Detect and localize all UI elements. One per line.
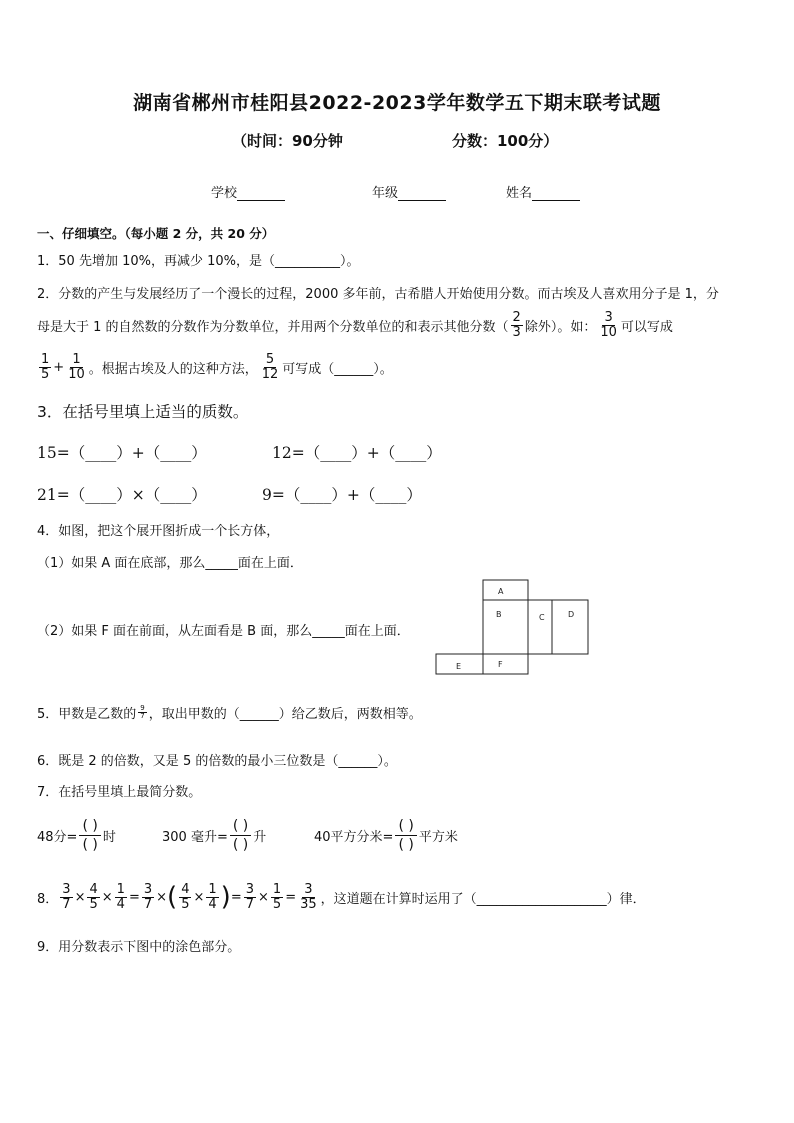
- blank-fraction[interactable]: [230, 817, 251, 854]
- q5-text-a: 5．甲数是乙数的: [37, 707, 137, 722]
- fraction-numerator: 9: [140, 703, 145, 712]
- face-a-rect: [483, 580, 528, 600]
- question-5: [37, 703, 422, 722]
- question-3-heading: 3．在括号里填上适当的质数。: [37, 403, 249, 421]
- question-4-heading: 4．如图，把这个展开图折成一个长方体，: [37, 524, 280, 539]
- times-sign: ×: [193, 889, 205, 905]
- page-title: 湖南省郴州市桂阳县2022-2023学年数学五下期末联考试题: [133, 92, 661, 114]
- face-c-rect: [528, 600, 552, 654]
- fraction-numerator: 1: [72, 351, 81, 367]
- face-d-rect: [552, 600, 588, 654]
- fraction: [60, 883, 72, 911]
- face-label: D: [568, 610, 575, 619]
- question-4-part-2: （2）如果 F 面在前面，从左面看是 B 面，那么_____面在上面．: [37, 624, 410, 639]
- fraction-numerator: 4: [89, 881, 98, 897]
- fraction-denominator: 7: [62, 896, 71, 912]
- fraction-denominator: 4: [116, 896, 125, 912]
- fraction-denominator: 35: [300, 896, 317, 912]
- q7-unit: 时: [102, 829, 116, 845]
- fraction-1-10: [66, 353, 87, 381]
- fraction-numerator: 3: [245, 881, 254, 897]
- left-paren: (: [167, 882, 178, 912]
- exam-score: 分数：100分）: [452, 132, 559, 150]
- times-sign: ×: [156, 889, 168, 905]
- q2-text-d: 。根据古埃及人的这种方法，: [88, 361, 258, 377]
- question-8: [37, 874, 646, 920]
- school-field[interactable]: [211, 182, 285, 201]
- fraction-denominator: 5: [89, 896, 98, 912]
- q5-text-b: ，取出甲数的（______）给乙数后，两数相等。: [148, 707, 422, 722]
- fraction-denominator: 10: [68, 366, 85, 382]
- face-label: B: [496, 610, 502, 619]
- q2-text-a: 母是大于 1 的自然数的分数作为分数单位，并用两个分数单位的和表示其他分数（: [37, 319, 509, 335]
- question-3-item[interactable]: 12=（____）+（____）: [272, 444, 442, 462]
- question-3-item[interactable]: 9=（____）+（____）: [262, 486, 422, 504]
- blank-denominator[interactable]: ( ): [232, 836, 249, 853]
- fraction-5-12: [260, 353, 281, 381]
- fraction: [142, 883, 154, 911]
- fraction-numerator: 4: [181, 881, 190, 897]
- q2-text-e: 可写成（______）。: [282, 361, 393, 377]
- question-1: 1．50 先增加 10%，再减少 10%，是（__________）。: [37, 254, 360, 269]
- equals-sign: =: [128, 889, 140, 905]
- blank-denominator[interactable]: ( ): [82, 836, 98, 853]
- cuboid-net-diagram: [430, 578, 595, 678]
- face-label: A: [498, 587, 504, 596]
- fraction-denominator: 3: [512, 324, 521, 340]
- question-2-line-1: 2．分数的产生与发展经历了一个漫长的过程，2000 多年前，古希腊人开始使用分数。而古埃及人喜欢用分子是 1，分: [37, 287, 719, 302]
- fraction-numerator: 1: [116, 881, 125, 897]
- fraction-denominator: 7: [140, 712, 145, 720]
- q8-tail: ，这道题在计算时运用了（____________________）律．: [320, 891, 646, 907]
- grade-field[interactable]: [372, 182, 446, 201]
- q2-text-c: 可以写成: [620, 319, 673, 335]
- times-sign: ×: [258, 889, 269, 905]
- q7-lhs: 48分=: [37, 829, 78, 845]
- fraction-denominator: 5: [41, 366, 50, 382]
- question-3-item[interactable]: 15=（____）+（____）: [37, 444, 207, 462]
- blank-numerator[interactable]: ( ): [230, 817, 251, 836]
- fraction-numerator: 3: [143, 881, 153, 897]
- times-sign: ×: [74, 889, 86, 905]
- fraction-denominator: 10: [600, 324, 617, 340]
- fraction: [244, 883, 256, 911]
- fraction-numerator: 3: [304, 881, 313, 897]
- question-7-item[interactable]: [37, 812, 116, 858]
- fraction-numerator: 3: [62, 881, 71, 897]
- fraction: [115, 883, 127, 911]
- right-paren: ): [220, 882, 231, 912]
- equals-sign: =: [285, 889, 297, 905]
- grade-label: 年级: [372, 186, 399, 201]
- fraction: [298, 883, 319, 911]
- fraction: [87, 883, 99, 911]
- fraction-denominator: 5: [272, 896, 282, 912]
- fraction-denominator: 5: [181, 896, 190, 912]
- fraction-numerator: 2: [512, 309, 521, 325]
- fraction-numerator: 1: [208, 881, 217, 897]
- face-f-rect: [483, 654, 528, 674]
- school-label: 学校: [211, 186, 238, 201]
- fraction-denominator: 7: [143, 896, 153, 912]
- face-label: F: [498, 660, 503, 669]
- fraction-1-5: [39, 353, 51, 381]
- question-9: 9．用分数表示下图中的涂色部分。: [37, 940, 241, 955]
- question-7-item[interactable]: [314, 812, 458, 858]
- blank-fraction[interactable]: [395, 817, 416, 854]
- question-7-item[interactable]: [162, 812, 266, 858]
- question-4-part-1: （1）如果 A 面在底部，那么_____面在上面．: [37, 556, 303, 571]
- blank-denominator[interactable]: ( ): [398, 836, 414, 853]
- question-3-item[interactable]: 21=（____）×（____）: [37, 486, 207, 504]
- question-2-line-2: [37, 306, 673, 344]
- blank-numerator[interactable]: ( ): [395, 817, 416, 836]
- times-sign: ×: [101, 889, 113, 905]
- question-6: 6．既是 2 的倍数，又是 5 的倍数的最小三位数是（______）。: [37, 754, 397, 769]
- face-b-rect: [483, 600, 528, 654]
- q7-lhs: 40平方分米=: [314, 829, 394, 845]
- face-label: C: [539, 613, 545, 622]
- plus-sign: +: [53, 359, 65, 375]
- face-label: E: [456, 662, 462, 671]
- q7-unit: 平方米: [418, 829, 458, 845]
- question-7-heading: 7．在括号里填上最简分数。: [37, 785, 202, 800]
- fraction: [206, 883, 218, 911]
- fraction-9-7: [138, 705, 146, 721]
- fraction: [179, 883, 191, 911]
- name-label: 姓名: [506, 186, 533, 201]
- fraction: [271, 883, 283, 911]
- q8-label: 8．: [37, 891, 59, 907]
- equals-sign: =: [230, 889, 242, 905]
- section-heading: 一、仔细填空。（每小题 2 分，共 20 分）: [37, 226, 275, 241]
- fraction-numerator: 1: [41, 351, 50, 367]
- fraction-numerator: 5: [265, 351, 275, 367]
- fraction-denominator: 4: [208, 896, 217, 912]
- fraction-2-3: [511, 311, 523, 339]
- fraction-3-10: [598, 311, 619, 339]
- fraction-denominator: 12: [261, 366, 279, 382]
- grade-blank[interactable]: [398, 187, 446, 201]
- school-blank[interactable]: [237, 187, 285, 201]
- fraction-denominator: 7: [245, 896, 254, 912]
- blank-numerator[interactable]: ( ): [79, 817, 100, 836]
- name-field[interactable]: [506, 182, 580, 201]
- question-2-line-3: [37, 348, 393, 386]
- fraction-numerator: 3: [604, 309, 613, 325]
- name-blank[interactable]: [532, 187, 580, 201]
- fraction-numerator: 1: [272, 881, 282, 897]
- blank-fraction[interactable]: [79, 817, 100, 854]
- exam-time: （时间：90分钟: [232, 132, 343, 150]
- q7-lhs: 300 毫升=: [162, 829, 228, 845]
- q2-text-b: 除外）。如：: [524, 319, 597, 335]
- q7-unit: 升: [253, 829, 267, 845]
